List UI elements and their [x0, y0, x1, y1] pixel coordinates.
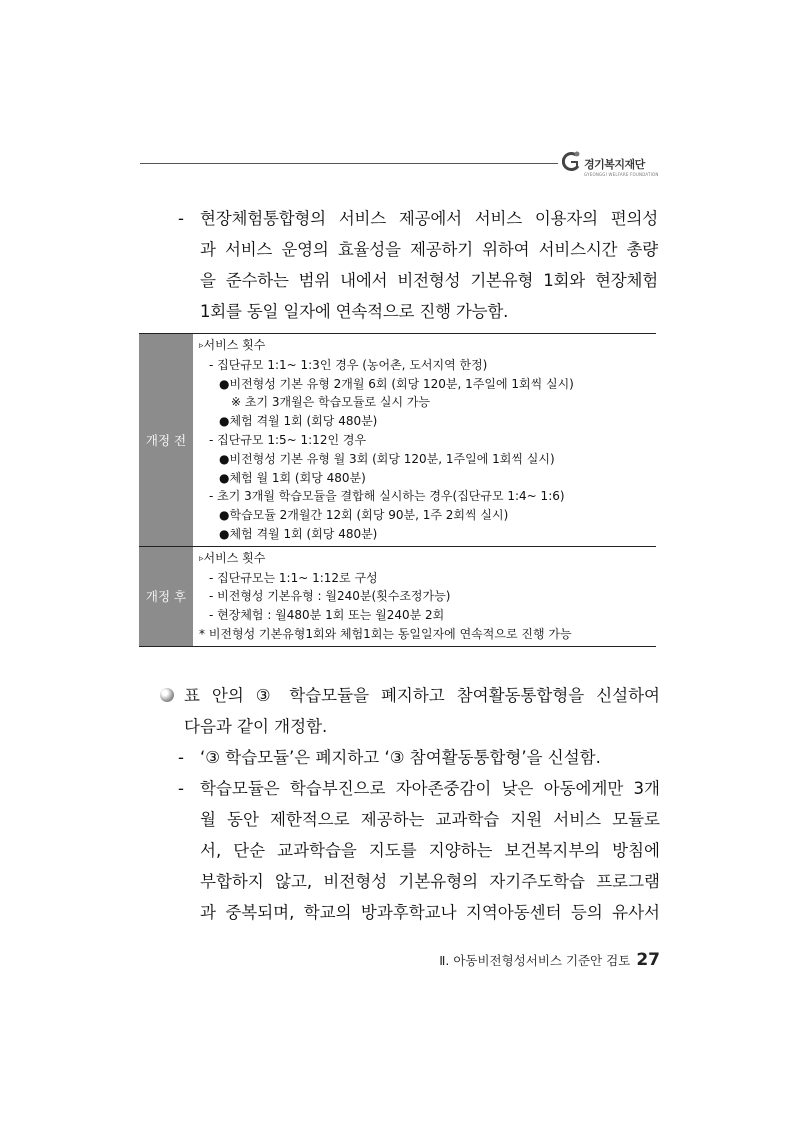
triangle-icon: ▹ — [199, 341, 204, 351]
label-after: 개정 후 — [139, 546, 193, 646]
list-item: ※ 초기 3개월은 학습모듈로 실시 가능 — [231, 395, 431, 410]
intro-line: 과 서비스 운영의 효율성을 제공하기 위하여 서비스시간 총량 — [200, 240, 658, 259]
foundation-logo-icon — [562, 150, 582, 176]
header-rule — [140, 163, 558, 164]
list-item: ●체험 격월 1회 (회당 480분) — [219, 526, 378, 541]
list-item: * 비전형성 기본유형1회와 체험1회는 동일일자에 연속적으로 진행 가능 — [199, 626, 572, 641]
org-name: 경기복지재단 — [584, 158, 645, 171]
intro-line: - 현장체험통합형의 서비스 제공에서 서비스 이용자의 편의성 — [178, 209, 658, 228]
org-subtitle: GYEONGGI WELFARE FOUNDATION — [584, 172, 659, 177]
bullet-icon — [160, 688, 174, 702]
bullet-line: 과 중복되며, 학교의 방과후학교나 지역아동센터 등의 유사서 — [200, 903, 660, 922]
revision-table — [139, 333, 656, 647]
bullet-line: 다음과 같이 개정함. — [184, 717, 328, 736]
page-number: 27 — [636, 950, 660, 970]
bullet-line: 표 안의 ③ 학습모듈을 폐지하고 참여활동통합형을 신설하여 — [160, 680, 660, 711]
label-before: 개정 전 — [139, 334, 193, 547]
content-before — [193, 334, 656, 547]
intro-paragraph — [178, 203, 658, 327]
page-footer — [420, 950, 660, 970]
content-after — [193, 546, 656, 646]
bullet-line: 부합하지 않고, 비전형성 기본유형의 자기주도학습 프로그램 — [200, 872, 660, 891]
bullet-line: - ‘③ 학습모듈’은 폐지하고 ‘③ 참여활동통합형’을 신설함. — [178, 748, 601, 767]
list-item: ●비전형성 기본 유형 월 3회 (회당 120분, 1주일에 1회씩 실시) — [219, 451, 555, 466]
intro-line: 1회를 동일 일자에 연속적으로 진행 가능함. — [200, 302, 509, 321]
table-row-after — [139, 546, 656, 646]
bullet-line: 서, 단순 교과학습을 지도를 지양하는 보건복지부의 방침에 — [200, 841, 660, 860]
list-item: ●체험 격월 1회 (회당 480분) — [219, 414, 378, 429]
list-item: - 현장체험 : 월480분 1회 또는 월240분 2회 — [209, 608, 445, 623]
list-item: ●학습모듈 2개월간 12회 (회당 90분, 1주 2회씩 실시) — [219, 508, 509, 523]
list-item: ▹서비스 횟수 — [199, 550, 266, 565]
foundation-logo — [562, 150, 662, 180]
list-item: - 집단규모 1:1~ 1:3인 경우 (농어촌, 도서지역 한정) — [209, 357, 488, 372]
table-row-before — [139, 334, 656, 547]
list-item: - 초기 3개월 학습모듈을 결합해 실시하는 경우(집단규모 1:4~ 1:6) — [209, 489, 565, 504]
list-item: - 집단규모는 1:1~ 1:12로 구성 — [209, 570, 378, 585]
footer-section: Ⅱ. 아동비전형성서비스 기준안 검토 — [439, 953, 631, 968]
revision-paragraph — [160, 680, 660, 928]
list-item: - 비전형성 기본유형 : 월240분(횟수조정가능) — [209, 589, 451, 604]
bullet-line: 월 동안 제한적으로 제공하는 교과학습 지원 서비스 모듈로 — [200, 810, 660, 829]
list-item: ●체험 월 1회 (회당 480분) — [219, 470, 366, 485]
list-item: ●비전형성 기본 유형 2개월 6회 (회당 120분, 1주일에 1회씩 실시) — [219, 376, 574, 391]
intro-line: 을 준수하는 범위 내에서 비전형성 기본유형 1회와 현장체험 — [200, 271, 658, 290]
list-item: - 집단규모 1:5~ 1:12인 경우 — [209, 432, 367, 447]
list-item: ▹서비스 횟수 — [199, 338, 266, 352]
triangle-icon: ▹ — [199, 553, 204, 564]
bullet-line: - 학습모듈은 학습부진으로 자아존중감이 낮은 아동에게만 3개 — [178, 779, 660, 798]
